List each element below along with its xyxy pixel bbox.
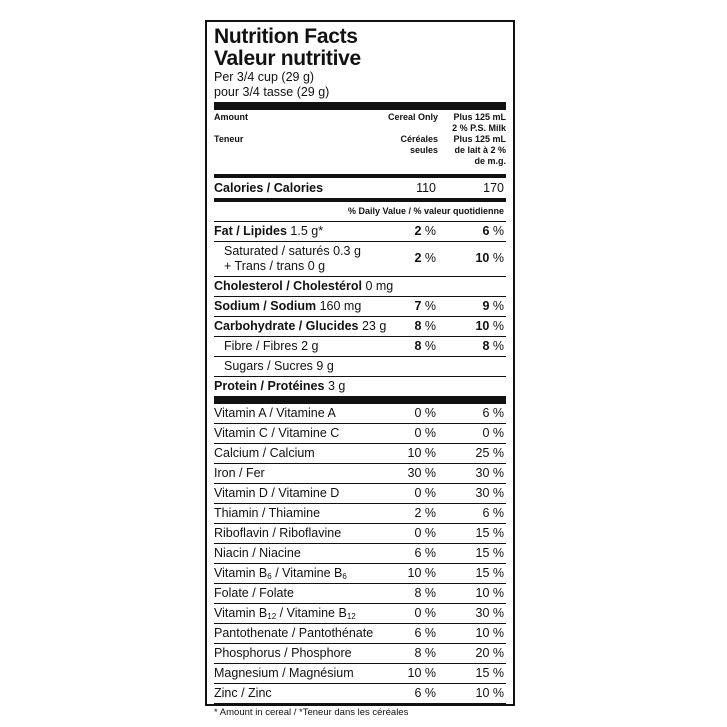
trans-label: + Trans / trans 0 g [224, 259, 326, 273]
vitamin-subscript: 6 [267, 572, 272, 581]
vitamin-row [214, 684, 506, 704]
avec-lait-line2: de lait à 2 % [454, 145, 506, 155]
fibre-dv-cereal: 8 [414, 339, 422, 353]
vitamin-label: Niacin / Niacine [214, 546, 301, 560]
vitamin-row [214, 544, 506, 564]
sodium-amount: 160 mg [319, 299, 362, 313]
vitamin-dv-milk: 15 % [475, 526, 504, 540]
calories-label: Calories / Calories [214, 181, 324, 195]
calories-row [214, 178, 506, 198]
fat-label: Fat / Lipides [214, 224, 287, 238]
divider-thick [214, 102, 506, 110]
vitamin-label: Vitamin D / Vitamine D [214, 486, 340, 500]
vitamin-row [214, 444, 506, 464]
nutrient-row-sugars [214, 357, 506, 377]
cereales-line: Céréales [400, 134, 438, 144]
vitamin-dv-milk: 25 % [475, 446, 504, 460]
saturated-label: Saturated / saturés 0.3 g [224, 244, 361, 258]
vitamin-row [214, 404, 506, 424]
daily-value-header: % Daily Value / % valeur quotidienne [214, 202, 506, 222]
vitamins-section [214, 404, 506, 704]
sodium-dv-milk: 9 [482, 299, 490, 313]
vitamin-dv-milk: 6 % [482, 506, 504, 520]
percent-sign: % [492, 251, 504, 265]
vitamin-subscript: 12 [346, 612, 356, 621]
vitamin-dv-cereal: 30 % [407, 466, 436, 480]
carbohydrate-dv-milk: 10 [475, 319, 490, 333]
protein-label: Protein / Protéines [214, 379, 325, 393]
nutrient-row-fat [214, 222, 506, 242]
cereal-only-header: Cereal Only [387, 112, 438, 122]
carbohydrate-dv-cereal: 8 [414, 319, 422, 333]
vitamin-dv-cereal: 8 % [414, 646, 436, 660]
vitamin-dv-cereal: 8 % [414, 586, 436, 600]
vitamin-dv-milk: 30 % [475, 486, 504, 500]
cholesterol-label: Cholesterol / Cholestérol [214, 279, 362, 293]
title-french: Valeur nutritive [214, 47, 361, 70]
protein-amount: 3 g [327, 379, 346, 393]
vitamin-dv-milk: 15 % [475, 546, 504, 560]
nutrient-row-fibre [214, 337, 506, 357]
vitamin-dv-cereal: 10 % [407, 666, 436, 680]
vitamin-label: Thiamin / Thiamine [214, 506, 321, 520]
percent-sign: % [492, 319, 504, 333]
teneur-label: Teneur [214, 134, 244, 144]
vitamin-dv-milk: 15 % [475, 566, 504, 580]
sugars-label: Sugars / Sucres 9 g [224, 359, 334, 373]
fat-amount: 1.5 g* [290, 224, 324, 238]
cholesterol-amount: 0 mg [365, 279, 394, 293]
vitamin-dv-cereal: 10 % [407, 566, 436, 580]
vitamin-row [214, 524, 506, 544]
amount-label: Amount [214, 112, 248, 122]
vitamin-label: Magnesium / Magnésium [214, 666, 354, 680]
vitamin-label-part: / Vitamine B [271, 566, 343, 580]
nutrient-row-sodium [214, 297, 506, 317]
with-milk-line2: 2 % P.S. Milk [452, 123, 506, 133]
percent-sign: % [424, 339, 436, 353]
vitamin-dv-milk: 0 % [482, 426, 504, 440]
divider-thick [214, 396, 506, 404]
vitamin-label-part: Vitamin B [214, 606, 268, 620]
vitamin-dv-cereal: 6 % [414, 546, 436, 560]
vitamin-dv-milk: 10 % [475, 626, 504, 640]
vitamin-dv-cereal: 6 % [414, 686, 436, 700]
carbohydrate-label: Carbohydrate / Glucides [214, 319, 359, 333]
avec-lait-line1: Plus 125 mL [453, 134, 506, 144]
vitamin-dv-milk: 20 % [475, 646, 504, 660]
vitamin-row [214, 644, 506, 664]
serving-size-french: pour 3/4 tasse (29 g) [214, 85, 330, 99]
vitamin-dv-milk: 30 % [475, 606, 504, 620]
vitamin-dv-cereal: 0 % [414, 526, 436, 540]
vitamin-label: Folate / Folate [214, 586, 294, 600]
vitamin-dv-cereal: 0 % [414, 426, 436, 440]
saturated-dv-milk: 10 [475, 251, 490, 265]
vitamin-label: Calcium / Calcium [214, 446, 315, 460]
percent-sign: % [424, 224, 436, 238]
vitamin-dv-milk: 15 % [475, 666, 504, 680]
vitamin-row [214, 564, 506, 584]
vitamin-dv-milk: 6 % [482, 406, 504, 420]
vitamin-label: Iron / Fer [214, 466, 265, 480]
vitamin-dv-milk: 30 % [475, 466, 504, 480]
vitamin-subscript: 12 [267, 612, 277, 621]
vitamin-row [214, 424, 506, 444]
vitamin-dv-milk: 10 % [475, 686, 504, 700]
with-milk-header [440, 112, 506, 134]
vitamin-label: Pantothenate / Pantothénate [214, 626, 374, 640]
vitamin-row [214, 664, 506, 684]
nutrient-row-protein [214, 377, 506, 396]
vitamin-label: Vitamin C / Vitamine C [214, 426, 340, 440]
avec-lait-line3: de m.g. [474, 156, 506, 166]
vitamin-dv-cereal: 0 % [414, 486, 436, 500]
cereales-seules-header [378, 134, 438, 156]
vitamin-row [214, 504, 506, 524]
vitamin-label: Phosphorus / Phosphore [214, 646, 352, 660]
fibre-dv-milk: 8 [482, 339, 490, 353]
vitamin-row [214, 604, 506, 624]
avec-lait-header [440, 134, 506, 167]
sodium-dv-cereal: 7 [414, 299, 422, 313]
percent-sign: % [424, 319, 436, 333]
vitamin-dv-cereal: 6 % [414, 626, 436, 640]
vitamin-row [214, 484, 506, 504]
vitamin-label: Vitamin A / Vitamine A [214, 406, 336, 420]
footnote: * Amount in cereal / *Teneur dans les céréales [214, 707, 409, 718]
vitamin-subscript: 6 [342, 572, 347, 581]
calories-with-milk: 170 [483, 181, 504, 195]
vitamin-dv-cereal: 0 % [414, 406, 436, 420]
vitamin-dv-milk: 10 % [475, 586, 504, 600]
percent-sign: % [492, 299, 504, 313]
percent-sign: % [424, 299, 436, 313]
with-milk-line1: Plus 125 mL [453, 112, 506, 122]
fat-dv-milk: 6 [482, 224, 490, 238]
nutrition-facts-panel [205, 20, 515, 718]
saturated-dv-cereal: 2 [414, 251, 422, 265]
percent-sign: % [492, 339, 504, 353]
vitamin-label [214, 564, 347, 583]
nutrient-row-cholesterol [214, 277, 506, 297]
seules-line: seules [409, 145, 438, 155]
column-header [214, 110, 506, 174]
vitamin-row [214, 464, 506, 484]
vitamin-dv-cereal: 10 % [407, 446, 436, 460]
vitamin-row [214, 584, 506, 604]
sodium-label: Sodium / Sodium [214, 299, 317, 313]
vitamin-label: Riboflavin / Riboflavine [214, 526, 342, 540]
percent-sign: % [424, 251, 436, 265]
title-english: Nutrition Facts [214, 25, 358, 48]
vitamin-label: Zinc / Zinc [214, 686, 272, 700]
vitamin-row [214, 624, 506, 644]
nutrient-row-saturated-trans [214, 242, 506, 277]
nutrient-row-carbohydrate [214, 317, 506, 337]
fibre-label: Fibre / Fibres 2 g [224, 339, 319, 353]
percent-sign: % [492, 224, 504, 238]
calories-cereal-only: 110 [416, 181, 436, 195]
vitamin-dv-cereal: 0 % [414, 606, 436, 620]
vitamin-label-part: / Vitamine B [276, 606, 347, 620]
vitamin-label [214, 604, 356, 623]
serving-size-english: Per 3/4 cup (29 g) [214, 70, 315, 84]
fat-dv-cereal: 2 [414, 224, 422, 238]
carbohydrate-amount: 23 g [361, 319, 387, 333]
vitamin-dv-cereal: 2 % [414, 506, 436, 520]
vitamin-label-part: Vitamin B [214, 566, 268, 580]
